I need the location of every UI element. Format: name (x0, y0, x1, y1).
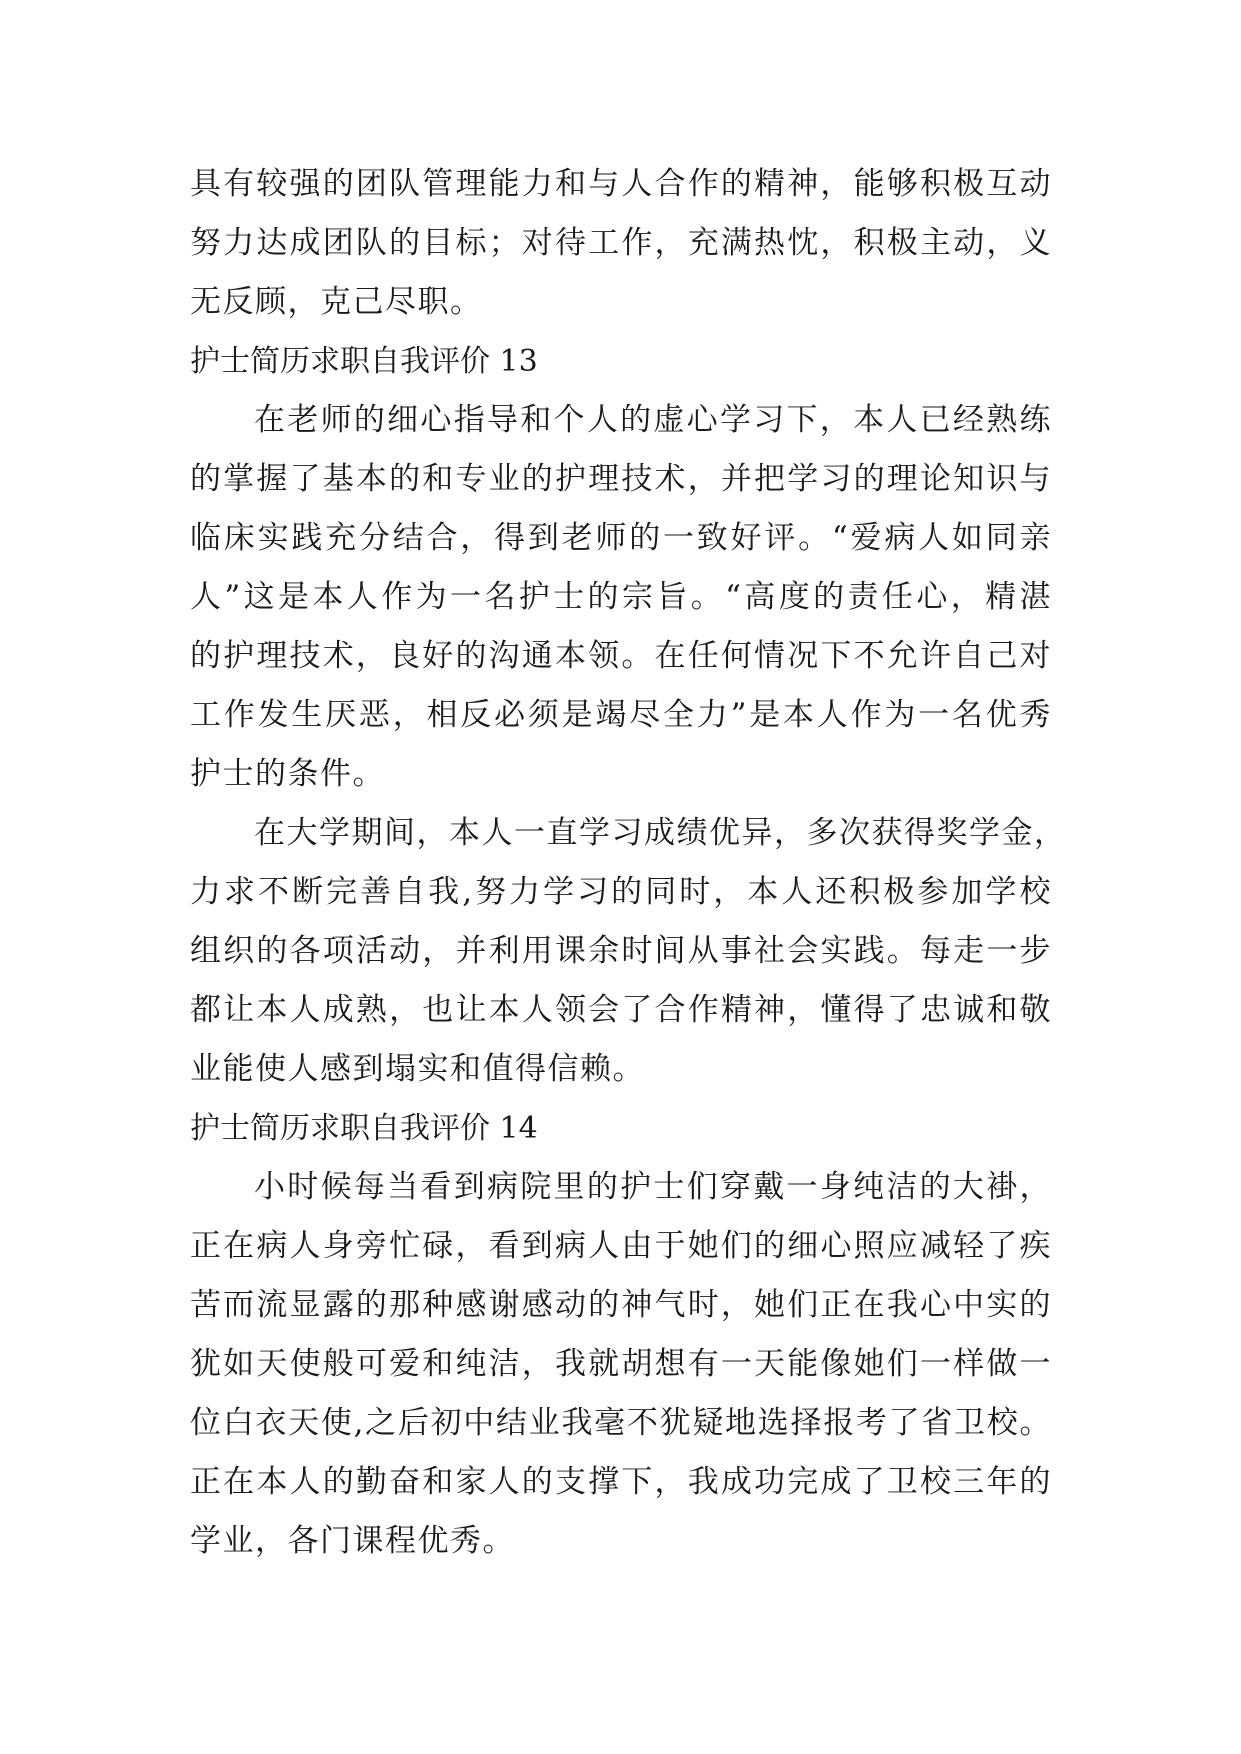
text-line: 正在本人的勤奋和家人的支撑下，我成功完成了卫校三年的 (190, 1464, 1052, 1500)
text-line: 位白衣天使,之后初中结业我毫不犹疑地选择报考了省卫校。 (190, 1405, 1052, 1441)
text-line: 力求不断完善自我,努力学习的同时，本人还积极参加学校 (190, 874, 1052, 910)
text-line: 正在病人身旁忙碌，看到病人由于她们的细心照应减轻了疾 (190, 1228, 1052, 1264)
text-line: 的掌握了基本的和专业的护理技术，并把学习的理论知识与 (190, 461, 1052, 497)
text-line: 的护理技术，良好的沟通本领。在任何情况下不允许自己对 (190, 638, 1052, 674)
text-line: 组织的各项活动，并利用课余时间从事社会实践。每走一步 (190, 933, 1052, 969)
text-line: 业能使人感到塌实和值得信赖。 (190, 1051, 645, 1087)
text-line: 在大学期间，本人一直学习成绩优异，多次获得奖学金， (254, 815, 1067, 851)
text-line: 犹如天使般可爱和纯洁，我就胡想有一天能像她们一样做一 (190, 1346, 1052, 1382)
text-line: 小时候每当看到病院里的护士们穿戴一身纯洁的大褂， (254, 1169, 1052, 1205)
text-line: 都让本人成熟，也让本人领会了合作精神，懂得了忠诚和敬 (190, 992, 1052, 1028)
text-line: 具有较强的团队管理能力和与人合作的精神，能够积极互动 (190, 166, 1052, 202)
section-13-paragraph-1 (190, 391, 1052, 804)
section-14-paragraph-1 (190, 1158, 1052, 1571)
text-line: 学业，各门课程优秀。 (190, 1523, 515, 1559)
text-line: 努力达成团队的目标；对待工作，充满热忱，积极主动，义 (190, 225, 1052, 261)
section-13-paragraph-2 (190, 804, 1067, 1099)
text-line: 护士的条件。 (190, 756, 385, 792)
text-line: 苦而流显露的那种感谢感动的神气时，她们正在我心中实的 (190, 1287, 1052, 1323)
document-body (190, 155, 1067, 1571)
intro-paragraph (190, 155, 1052, 332)
text-line: 无反顾，克己尽职。 (190, 284, 483, 320)
text-line: 在老师的细心指导和个人的虚心学习下，本人已经熟练 (254, 402, 1052, 438)
section-heading-14: 护士简历求职自我评价 14 (190, 1111, 538, 1146)
text-line: 临床实践充分结合，得到老师的一致好评。“爱病人如同亲 (190, 520, 1052, 556)
section-heading-13: 护士简历求职自我评价 13 (190, 344, 538, 379)
text-line: 人”这是本人作为一名护士的宗旨。“高度的责任心，精湛 (190, 579, 1052, 615)
text-line: 工作发生厌恶，相反必须是竭尽全力”是本人作为一名优秀 (190, 697, 1052, 733)
